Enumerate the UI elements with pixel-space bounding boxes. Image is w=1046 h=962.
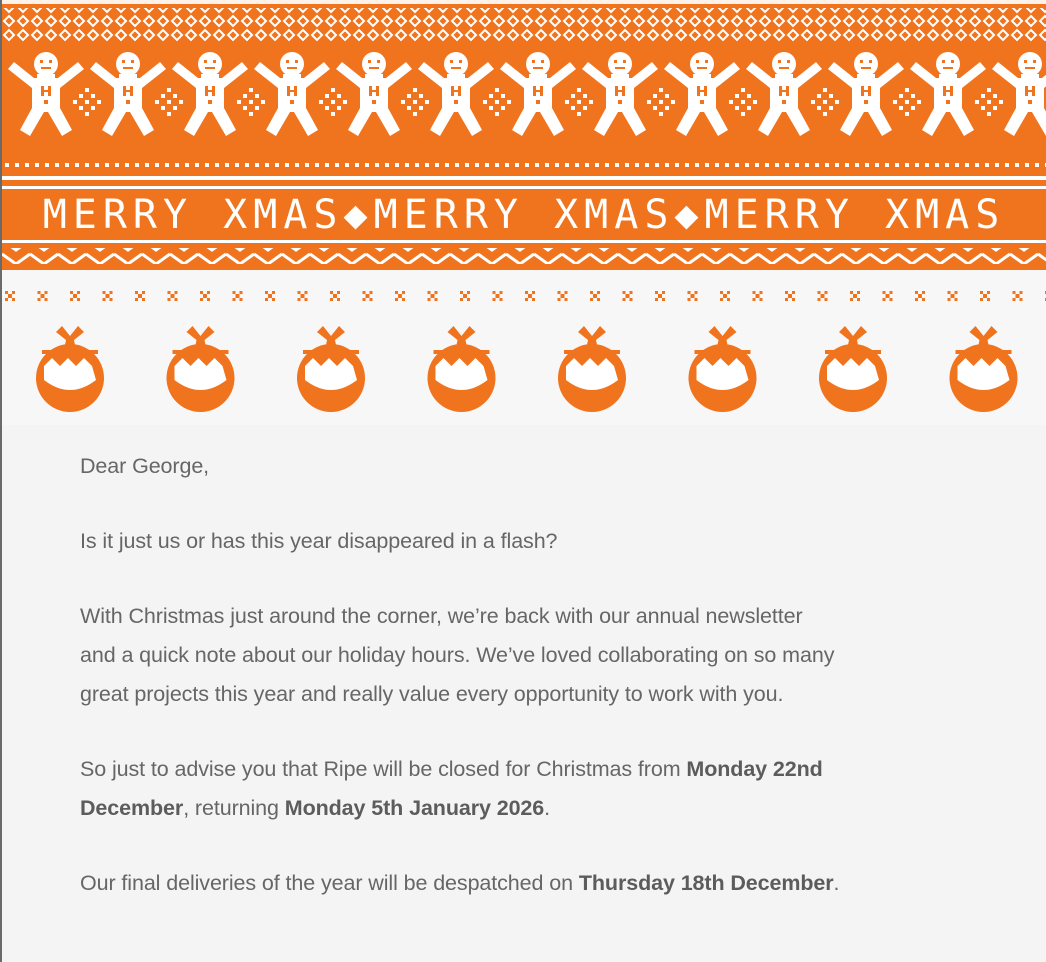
- christmas-pudding-icon: [167, 326, 235, 412]
- cross-stitch-icon: [753, 291, 763, 301]
- christmas-pudding-icon: [297, 326, 365, 412]
- christmas-pudding-icon: [558, 326, 626, 412]
- cross-stitch-icon: [818, 291, 828, 301]
- cross-stitch-icon: [948, 291, 958, 301]
- cross-stitch-icon: [850, 291, 860, 301]
- cross-stitch-icon: [623, 291, 633, 301]
- cross-stitch-icon: [915, 291, 925, 301]
- cross-stitch-icon: [298, 291, 308, 301]
- cross-stitch-icon: [688, 291, 698, 301]
- christmas-pudding-icon: [36, 326, 104, 412]
- paragraph-3: [80, 750, 1000, 828]
- paragraph-4: [80, 864, 1000, 903]
- pudding-row: [36, 326, 1018, 412]
- cross-stitch-icon: [168, 291, 178, 301]
- final-delivery-date: Thursday 18th December: [578, 871, 834, 895]
- cross-stitch-icon: [1013, 291, 1023, 301]
- cross-stitch-icon: [980, 291, 990, 301]
- cross-stitch-icon: [38, 291, 48, 301]
- cross-stitch-icon: [233, 291, 243, 301]
- cross-stitch-icon: [200, 291, 210, 301]
- cross-stitch-icon: [883, 291, 893, 301]
- cross-stitch-icon: [558, 291, 568, 301]
- period: .: [833, 871, 840, 895]
- christmas-pudding-icon: [950, 326, 1018, 412]
- cross-stitch-icon: [103, 291, 113, 301]
- banner-graphic: [2, 0, 1046, 425]
- closure-start-date: Monday 22nd: [686, 757, 823, 781]
- cross-stitch-icon: [70, 291, 80, 301]
- closure-text: So just to advise you that Ripe will be closed for Christmas from: [80, 757, 687, 781]
- cross-stitch-icon: [460, 291, 470, 301]
- closure-start-month: December: [80, 796, 184, 820]
- cross-stitch-icon: [785, 291, 795, 301]
- merry-xmas-slogan: MERRY XMAS◆MERRY XMAS◆MERRY XMAS: [42, 192, 1006, 238]
- return-date: Monday 5th January 2026: [284, 796, 545, 820]
- cross-stitch-icon: [265, 291, 275, 301]
- christmas-pudding-icon: [819, 326, 887, 412]
- cross-stitch-icon: [330, 291, 340, 301]
- paragraph-1: Is it just us or has this year disappeared in a flash?: [80, 529, 558, 553]
- christmas-banner: [2, 0, 1046, 425]
- returning-text: , returning: [183, 796, 285, 820]
- paragraph-2-line-3: great projects this year and really value every opportunity to work with you.: [80, 682, 784, 706]
- cross-stitch-icon: [395, 291, 405, 301]
- cross-stitch-icon: [493, 291, 503, 301]
- cross-stitch-icon: [655, 291, 665, 301]
- cross-stitch-icon: [428, 291, 438, 301]
- cross-stitch-row: [5, 291, 1046, 301]
- paragraph-2-line-2: and a quick note about our holiday hours. We’ve loved collaborating on so many: [80, 643, 835, 667]
- cross-stitch-icon: [525, 291, 535, 301]
- delivery-text: Our final deliveries of the year will be despatched on: [80, 871, 579, 895]
- cross-stitch-icon: [363, 291, 373, 301]
- cross-stitch-icon: [5, 291, 15, 301]
- christmas-pudding-icon: [428, 326, 496, 412]
- christmas-pudding-icon: [689, 326, 757, 412]
- paragraph-2-line-1: With Christmas just around the corner, we’re back with our annual newsletter: [80, 604, 803, 628]
- cross-stitch-icon: [590, 291, 600, 301]
- greeting: Dear George,: [80, 454, 210, 478]
- cross-stitch-icon: [135, 291, 145, 301]
- letter-body: [80, 447, 1000, 903]
- cross-stitch-icon: [720, 291, 730, 301]
- period: .: [544, 796, 551, 820]
- paragraph-2: [80, 597, 1000, 714]
